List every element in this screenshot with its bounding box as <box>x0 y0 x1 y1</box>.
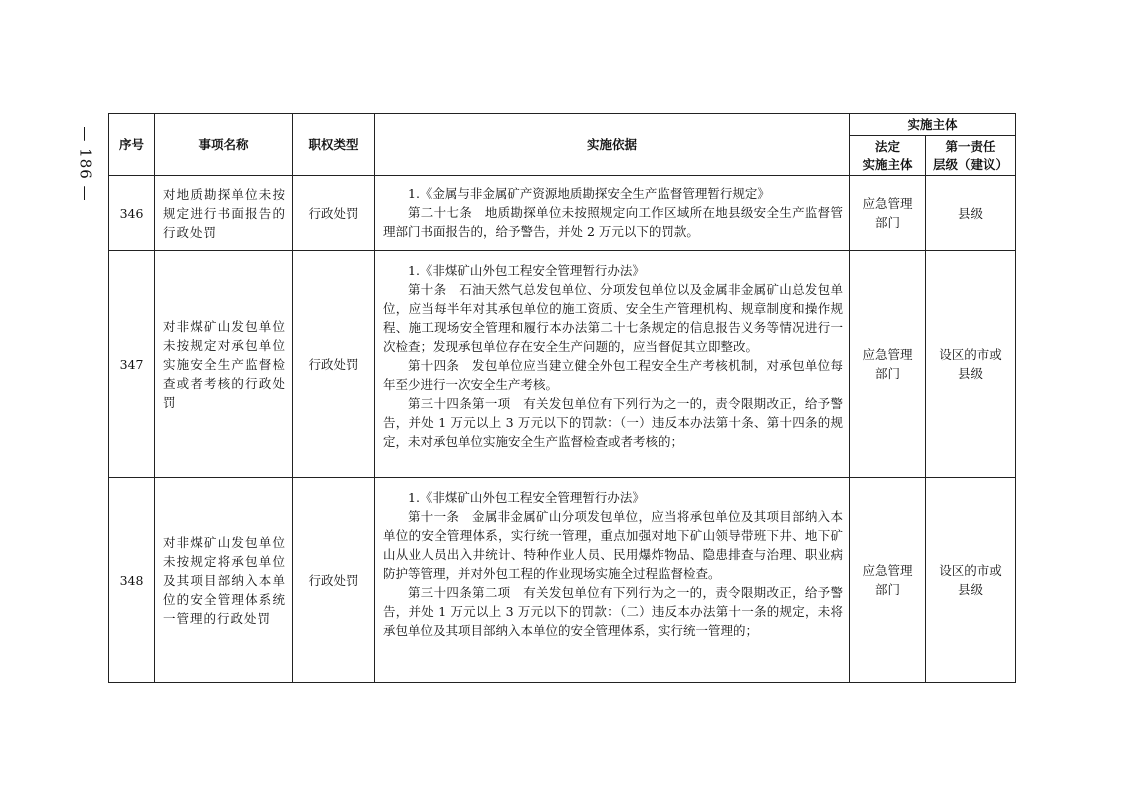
basis-line: 第十四条 发包单位应当建立健全外包工程安全生产考核机制，对承包单位每年至少进行一次安全生产考核。 <box>383 358 843 392</box>
row-subject: 应急管理部门 <box>850 251 926 478</box>
row-level: 县级 <box>926 176 1016 251</box>
authority-table <box>108 113 1016 683</box>
header-basis: 实施依据 <box>375 114 850 176</box>
row-name: 对非煤矿山发包单位未按规定对承包单位实施安全生产监督检查或者考核的行政处罚 <box>155 251 293 478</box>
row-level: 设区的市或县级 <box>926 478 1016 683</box>
row-type: 行政处罚 <box>293 176 375 251</box>
basis-line: 1.《非煤矿山外包工程安全管理暂行办法》 <box>408 490 645 505</box>
header-type: 职权类型 <box>293 114 375 176</box>
basis-line: 第三十四条第一项 有关发包单位有下列行为之一的，责令限期改正，给予警告，并处 1 万元以上 3 万元以下的罚款：（一）违反本办法第十条、第十四条的规定，未对承包单位实施安全生产监督检查或者考核的； <box>383 396 843 449</box>
header-name: 事项名称 <box>155 114 293 176</box>
row-level: 设区的市或县级 <box>926 251 1016 478</box>
row-seq: 346 <box>109 176 155 251</box>
basis-line: 1.《非煤矿山外包工程安全管理暂行办法》 <box>408 263 645 278</box>
page-number <box>73 118 99 210</box>
header-legal-subject: 法定 实施主体 <box>850 136 926 176</box>
basis-line: 第十条 石油天然气总发包单位、分项发包单位以及金属非金属矿山总发包单位，应当每半年对其承包单位的施工资质、安全生产管理机构、规章制度和操作规程、施工现场安全管理和履行本办法第二十七条规定的信息报告义务等情况进行一次检查；发现承包单位存在安全生产问题的，应当督促其立即整改。 <box>383 282 843 354</box>
row-seq: 347 <box>109 251 155 478</box>
basis-line: 第二十七条 地质勘探单位未按照规定向工作区域所在地县级安全生产监督管理部门书面报告的，给予警告，并处 2 万元以下的罚款。 <box>383 205 843 239</box>
basis-line: 第三十四条第二项 有关发包单位有下列行为之一的，责令限期改正，给予警告，并处 1 万元以上 3 万元以下的罚款：（二）违反本办法第十一条的规定，未将承包单位及其项目部纳入本单位的安全管理体系，实行统一管理的； <box>383 585 843 638</box>
row-name: 对地质勘探单位未按规定进行书面报告的行政处罚 <box>155 176 293 251</box>
row-seq: 348 <box>109 478 155 683</box>
header-subject-group: 实施主体 <box>850 114 1016 136</box>
header-first-level: 第一责任 层级（建议） <box>926 136 1016 176</box>
row-type: 行政处罚 <box>293 251 375 478</box>
table-row <box>109 478 1016 683</box>
row-basis <box>375 176 850 251</box>
row-basis <box>375 478 850 683</box>
header-seq: 序号 <box>109 114 155 176</box>
row-name: 对非煤矿山发包单位未按规定将承包单位及其项目部纳入本单位的安全管理体系统一管理的行政处罚 <box>155 478 293 683</box>
row-subject: 应急管理部门 <box>850 478 926 683</box>
row-subject: 应急管理部门 <box>850 176 926 251</box>
page-number-text: — 186 — <box>77 126 96 202</box>
basis-line: 第十一条 金属非金属矿山分项发包单位，应当将承包单位及其项目部纳入本单位的安全管理体系，实行统一管理，重点加强对地下矿山领导带班下井、地下矿山从业人员出入井统计、特种作业人员、民用爆炸物品、隐患排查与治理、职业病防护等管理，并对外包工程的作业现场实施全过程监督检查。 <box>383 509 843 581</box>
basis-line: 1.《金属与非金属矿产资源地质勘探安全生产监督管理暂行规定》 <box>408 186 770 201</box>
table-row <box>109 251 1016 478</box>
table-row <box>109 176 1016 251</box>
row-basis <box>375 251 850 478</box>
row-type: 行政处罚 <box>293 478 375 683</box>
